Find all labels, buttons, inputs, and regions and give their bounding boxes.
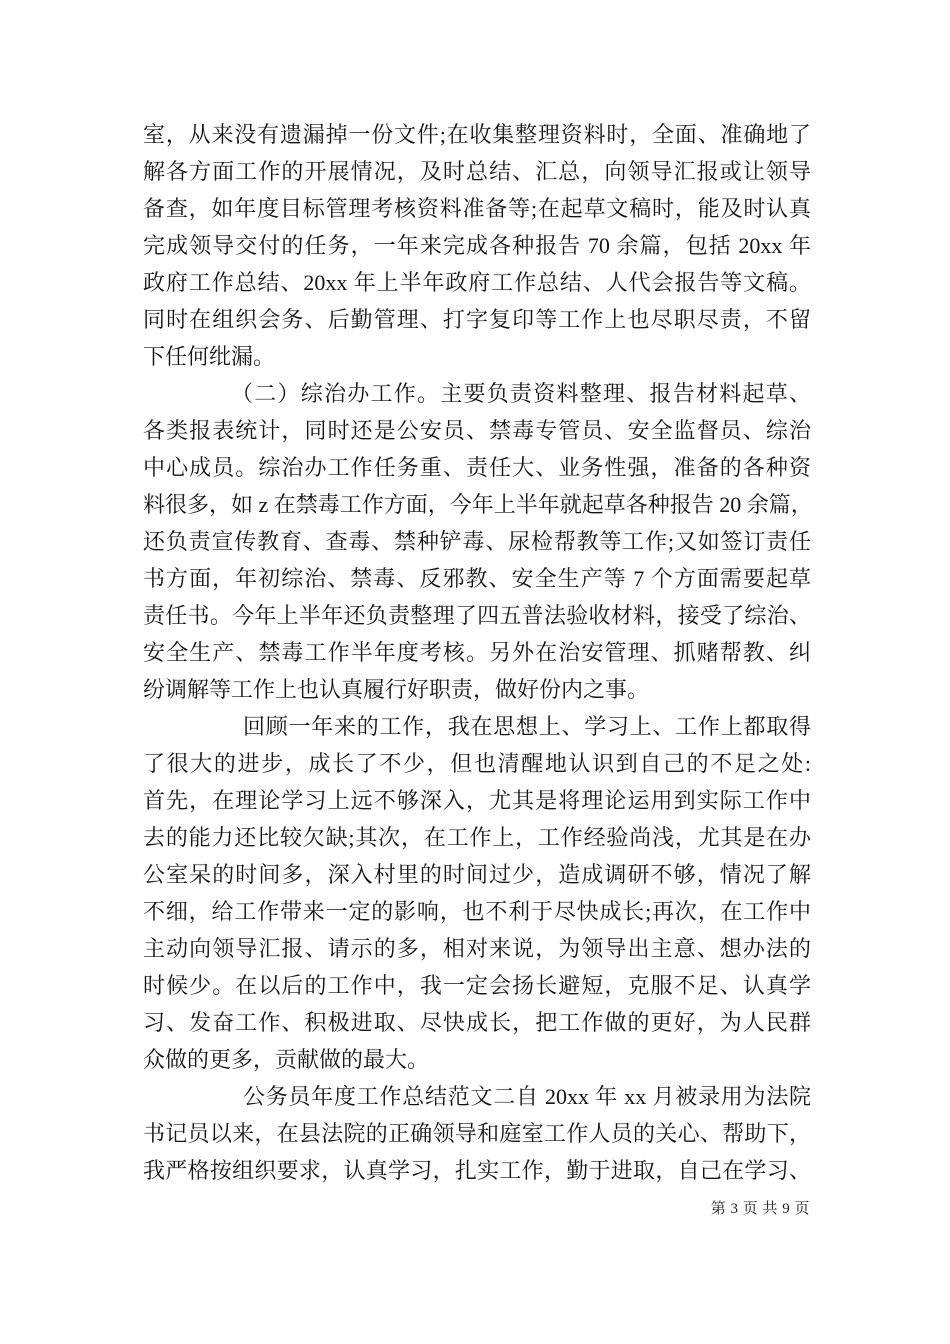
- text-line: 料很多，如 z 在禁毒工作方面，今年上半年就起草各种报告 20 余篇，: [143, 492, 813, 517]
- text-line: 众做的更多，贡献做的最大。: [143, 1047, 430, 1072]
- text-line: 纷调解等工作上也认真履行好职责，做好份内之事。: [143, 677, 650, 702]
- text-line: 责任书。今年上半年还负责整理了四五普法验收材料，接受了综治、: [143, 603, 811, 628]
- text-line: 还负责宣传教育、查毒、禁种铲毒、尿检帮教等工作;又如签订责任: [143, 529, 811, 554]
- text-line: 备查，如年度目标管理考核资料准备等;在起草文稿时，能及时认真: [143, 196, 811, 221]
- text-line: 政府工作总结、20xx 年上半年政府工作总结、人代会报告等文稿。: [143, 270, 811, 295]
- text-line: 主动向领导汇报、请示的多，相对来说，为领导出主意、想办法的: [143, 936, 811, 961]
- text-line: 中心成员。综治办工作任务重、责任大、业务性强，准备的各种资: [143, 455, 811, 480]
- text-line: 公室呆的时间多，深入村里的时间过少，造成调研不够，情况了解: [143, 862, 811, 887]
- page-number-label: 第 3 页 共 9 页: [710, 1201, 810, 1217]
- paragraph-start-line: 回顾一年来的工作，我在思想上、学习上、工作上都取得: [243, 714, 811, 739]
- text-line: 时候少。在以后的工作中，我一定会扬长避短，克服不足、认真学: [143, 973, 811, 998]
- text-line: 去的能力还比较欠缺;其次，在工作上，工作经验尚浅，尤其是在办: [143, 825, 811, 850]
- paragraph-start-line: （二）综治办工作。主要负责资料整理、报告材料起草、: [231, 381, 811, 406]
- text-line: 安全生产、禁毒工作半年度考核。另外在治安管理、抓赌帮教、纠: [143, 640, 811, 665]
- page-footer: [711, 1200, 810, 1218]
- text-line: 解各方面工作的开展情况，及时总结、汇总，向领导汇报或让领导: [143, 159, 811, 184]
- document-body: [143, 116, 811, 1189]
- text-line: 不细，给工作带来一定的影响，也不利于尽快成长;再次，在工作中: [143, 899, 811, 924]
- text-line: 室，从来没有遗漏掉一份文件;在收集整理资料时，全面、准确地了: [143, 122, 811, 147]
- text-line: 我严格按组织要求，认真学习，扎实工作，勤于进取，自己在学习、: [143, 1158, 811, 1183]
- text-line: 书记员以来，在县法院的正确领导和庭室工作人员的关心、帮助下，: [143, 1121, 811, 1146]
- text-line: 完成领导交付的任务，一年来完成各种报告 70 余篇，包括 20xx 年: [143, 233, 811, 258]
- paragraph-start-line: 公务员年度工作总结范文二自 20xx 年 xx 月被录用为法院: [243, 1084, 811, 1109]
- text-line: 各类报表统计，同时还是公安员、禁毒专管员、安全监督员、综治: [143, 418, 811, 443]
- text-line: 下任何纰漏。: [143, 344, 276, 369]
- text-line: 了很大的进步，成长了不少，但也清醒地认识到自己的不足之处:: [143, 751, 811, 776]
- text-line: 书方面，年初综治、禁毒、反邪教、安全生产等 7 个方面需要起草: [143, 566, 811, 591]
- text-line: 习、发奋工作、积极进取、尽快成长，把工作做的更好，为人民群: [143, 1010, 811, 1035]
- text-line: 同时在组织会务、后勤管理、打字复印等工作上也尽职尽责，不留: [143, 307, 811, 332]
- text-line: 首先，在理论学习上远不够深入，尤其是将理论运用到实际工作中: [143, 788, 811, 813]
